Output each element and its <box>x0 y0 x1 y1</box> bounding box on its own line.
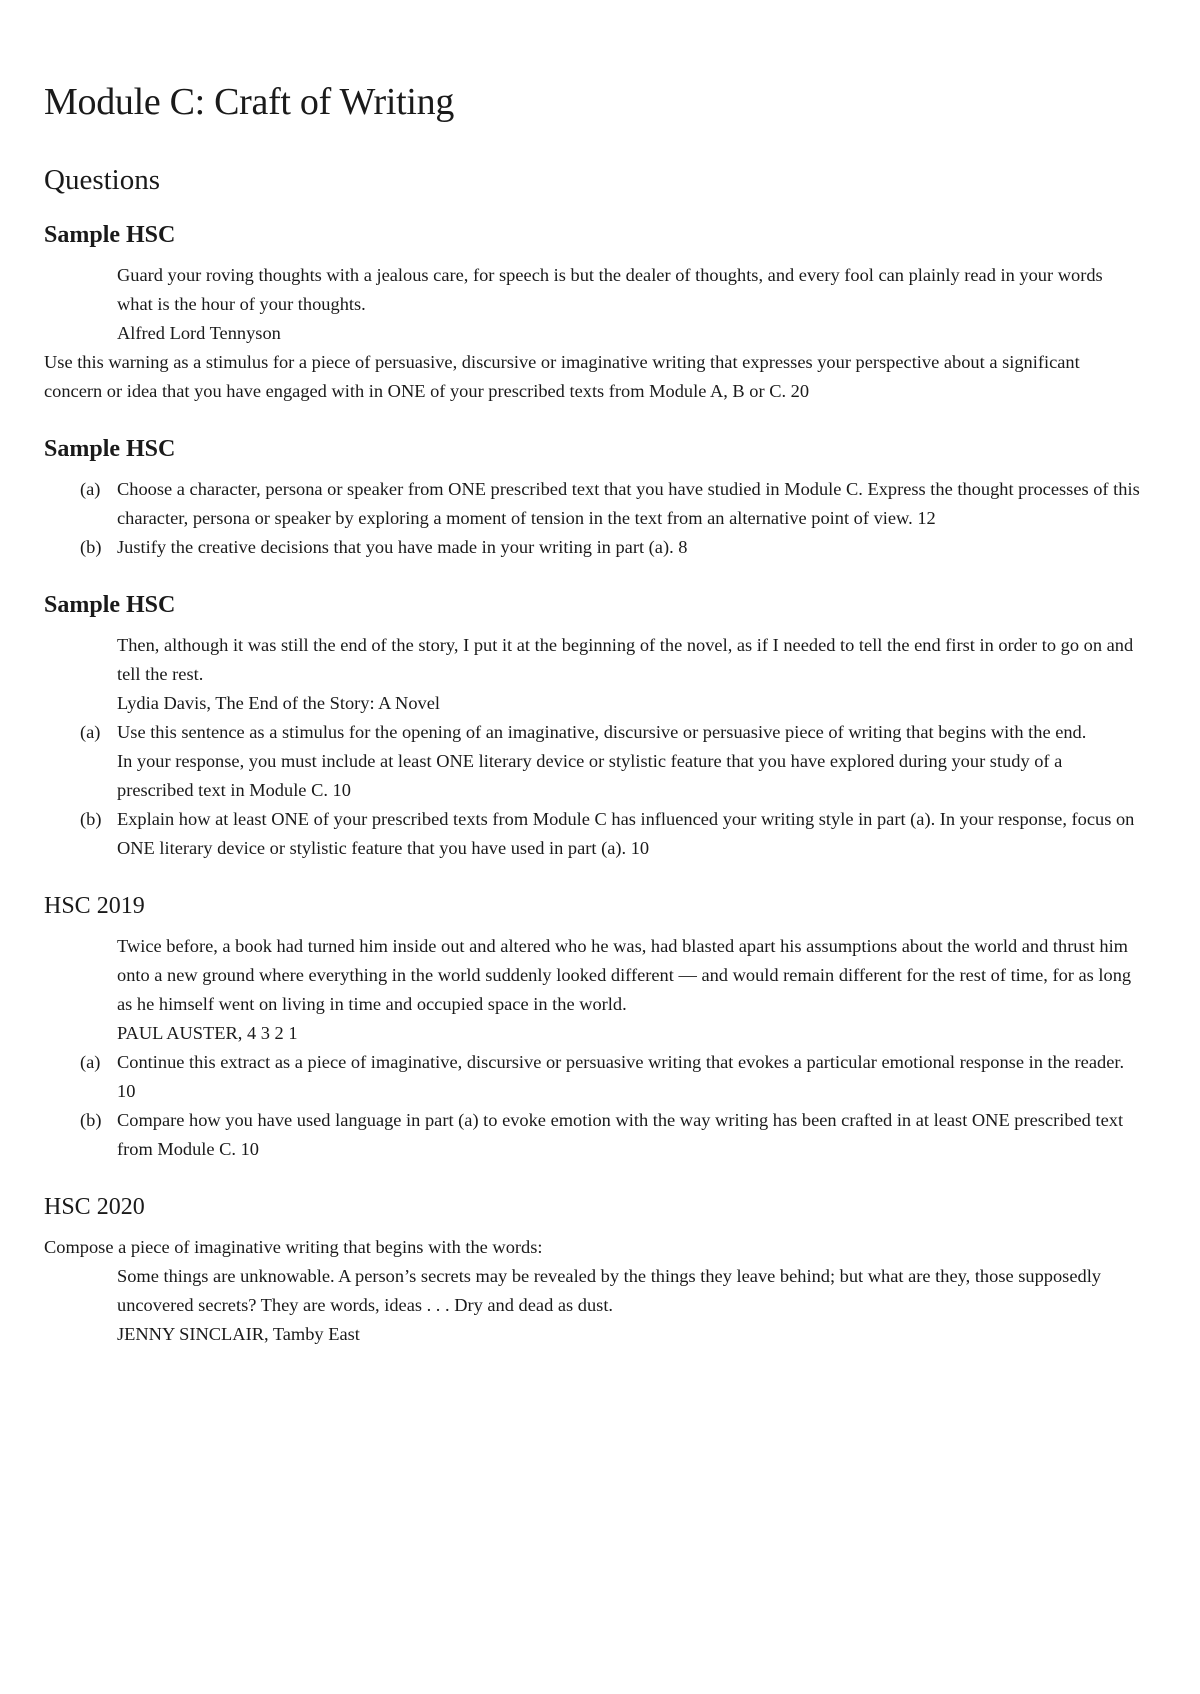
quote-attribution: Lydia Davis, The End of the Story: A Novel <box>117 693 440 713</box>
section-heading: HSC 2020 <box>44 1194 145 1220</box>
question-part-a <box>44 718 1140 805</box>
stimulus-quote: Some things are unknowable. A person’s secrets may be revealed by the things they leave behind; but what are they, those supposedly uncovered secrets? They are words, ideas . . . Dry and dead as dust. <box>117 1266 1101 1315</box>
part-marker: (a) <box>80 479 101 499</box>
page-title: Module C: Craft of Writing <box>44 81 455 123</box>
part-marker: (b) <box>80 1110 102 1130</box>
question-part-b <box>44 533 1140 562</box>
page-subtitle: Questions <box>44 164 160 196</box>
question-text: Compare how you have used language in part (a) to evoke emotion with the way writing has been crafted in at least ONE prescribed text from Module C. 10 <box>117 1110 1124 1159</box>
section-hsc-2020 <box>44 1194 1140 1349</box>
quote-attribution: PAUL AUSTER, 4 3 2 1 <box>117 1023 298 1043</box>
question-text: Choose a character, persona or speaker from ONE prescribed text that you have studied in Module C. Express the thought processes of this character, persona or speaker by exploring a moment of tension in the text from an alternative point of view. 12 <box>117 479 1140 528</box>
section-hsc-2019 <box>44 893 1140 1164</box>
part-marker: (a) <box>80 722 101 742</box>
section-sample-hsc-3 <box>44 592 1140 863</box>
stimulus-quote: Twice before, a book had turned him inside out and altered who he was, had blasted apart his assumptions about the world and thrust him onto a new ground where everything in the world suddenly looked different — and would remain different for the rest of time, for as long as he himself went on living in time and occupied space in the world. <box>117 936 1132 1014</box>
question-part-a <box>44 1048 1140 1106</box>
part-marker: (b) <box>80 537 102 557</box>
section-sample-hsc-1 <box>44 222 1140 406</box>
question-part-a <box>44 475 1140 533</box>
quote-attribution: JENNY SINCLAIR, Tamby East <box>117 1324 360 1344</box>
stimulus-quote: Then, although it was still the end of the story, I put it at the beginning of the novel, as if I needed to tell the end first in order to go on and tell the rest. <box>117 635 1134 684</box>
section-heading: Sample HSC <box>44 436 176 462</box>
part-marker: (a) <box>80 1052 101 1072</box>
question-text: Use this sentence as a stimulus for the opening of an imaginative, discursive or persuasive piece of writing that begins with the end. <box>117 722 1087 742</box>
section-heading: HSC 2019 <box>44 893 145 919</box>
section-heading: Sample HSC <box>44 592 176 618</box>
section-sample-hsc-2 <box>44 436 1140 562</box>
question-part-b <box>44 805 1140 863</box>
question-text-continued: In your response, you must include at least ONE literary device or stylistic feature that you have explored during your study of a prescribed text in Module C. 10 <box>117 751 1063 800</box>
question-text: Explain how at least ONE of your prescribed texts from Module C has influenced your writing style in part (a). In your response, focus on ONE literary device or stylistic feature that you have used in part (a). 10 <box>117 809 1135 858</box>
question-prompt: Use this warning as a stimulus for a piece of persuasive, discursive or imaginative writing that expresses your perspective about a significant concern or idea that you have engaged with in ONE of your prescribed texts from Module A, B or C. 20 <box>44 352 1080 401</box>
quote-attribution: Alfred Lord Tennyson <box>117 323 281 343</box>
section-heading: Sample HSC <box>44 222 176 248</box>
question-part-b <box>44 1106 1140 1164</box>
question-text: Continue this extract as a piece of imaginative, discursive or persuasive writing that evokes a particular emotional response in the reader. 10 <box>117 1052 1125 1101</box>
question-text: Justify the creative decisions that you have made in your writing in part (a). 8 <box>117 537 688 557</box>
stimulus-quote: Guard your roving thoughts with a jealous care, for speech is but the dealer of thoughts, and every fool can plainly read in your words what is the hour of your thoughts. <box>117 265 1103 314</box>
part-marker: (b) <box>80 809 102 829</box>
question-prompt: Compose a piece of imaginative writing that begins with the words: <box>44 1237 543 1257</box>
